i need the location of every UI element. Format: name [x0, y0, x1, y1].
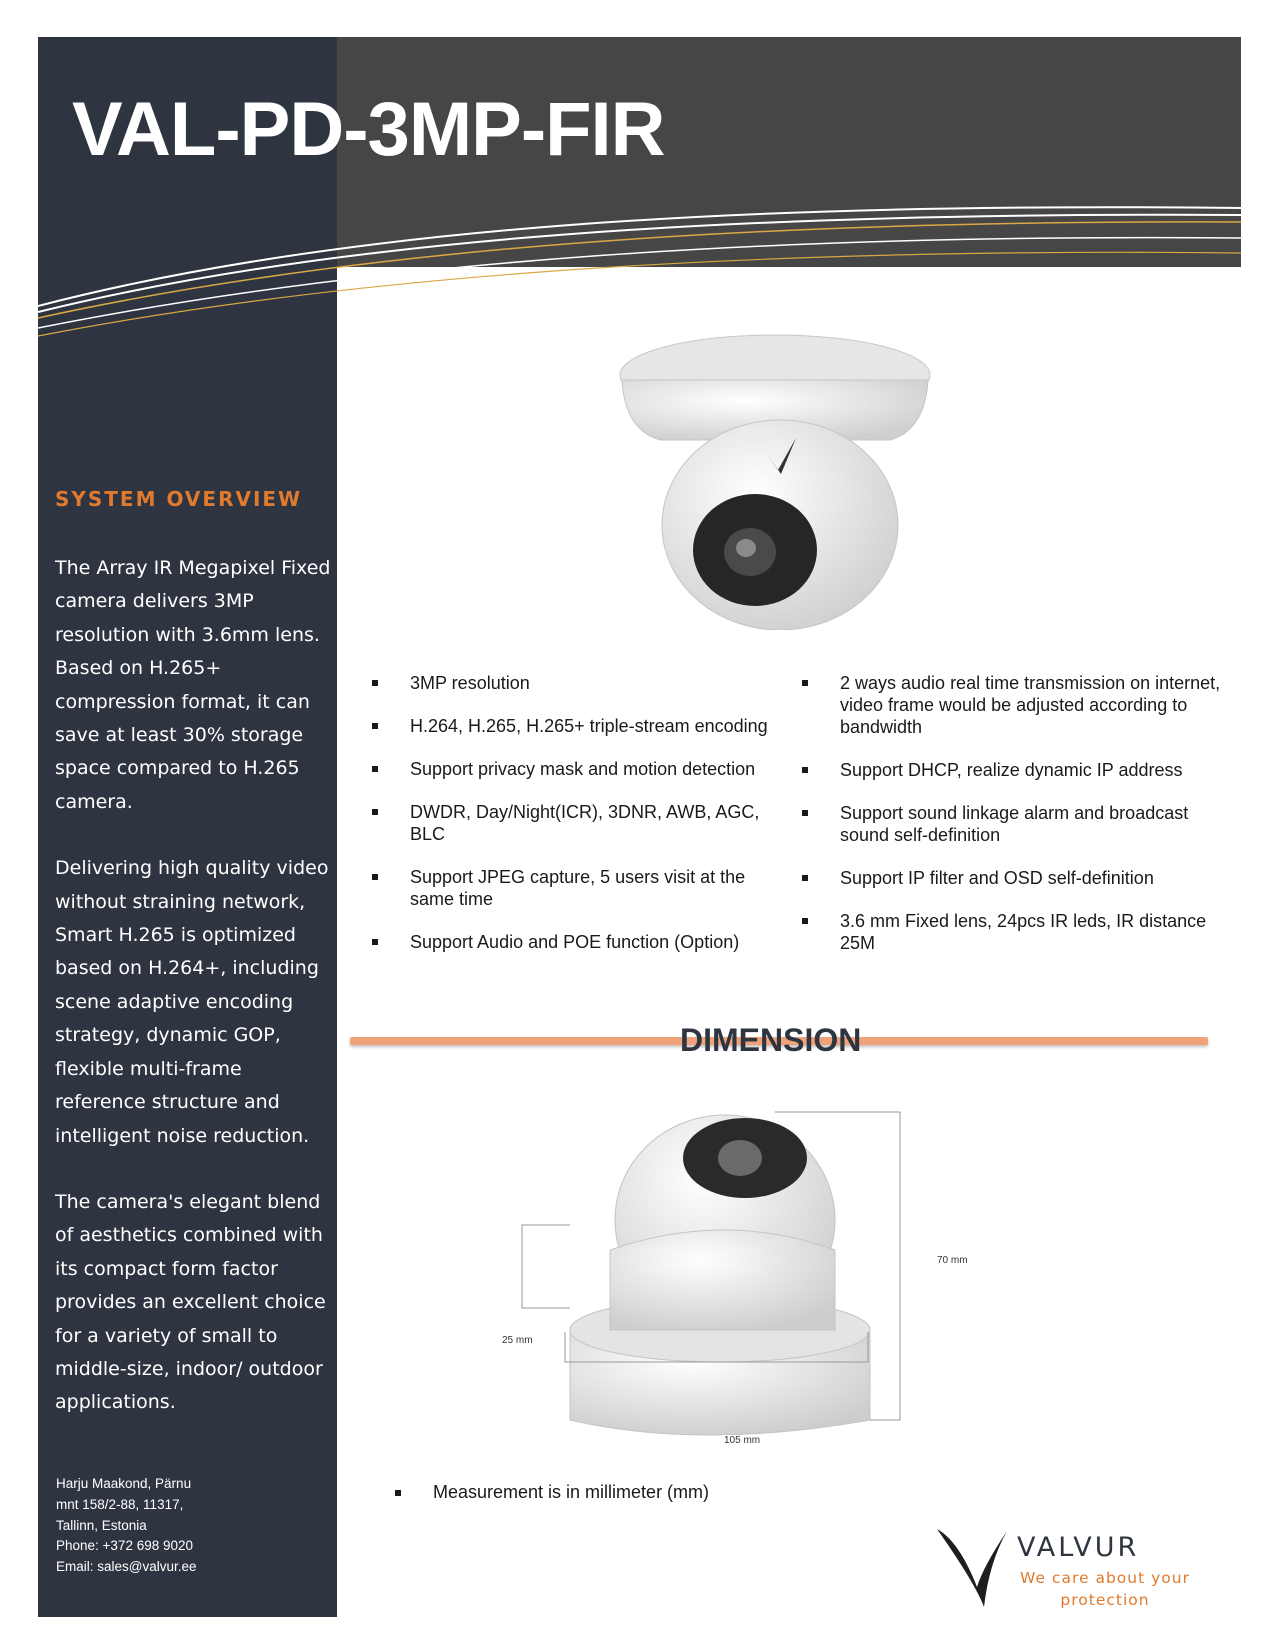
feature-item	[802, 910, 1222, 954]
feature-text: H.264, H.265, H.265+ triple-stream encoding	[410, 716, 768, 736]
width-dimension-label: 105 mm	[724, 1435, 761, 1446]
bullet-icon	[372, 809, 378, 815]
feature-item	[372, 672, 792, 694]
bullet-icon	[802, 875, 808, 881]
dimension-heading: DIMENSION	[680, 1022, 862, 1058]
feature-text: Support privacy mask and motion detection	[410, 759, 756, 779]
measurement-note	[395, 1482, 709, 1503]
feature-text: Support DHCP, realize dynamic IP address	[840, 760, 1183, 780]
phone-line: Phone: +372 698 9020	[56, 1538, 194, 1554]
address-line: Harju Maakond, Pärnu	[56, 1476, 192, 1491]
bullet-icon	[802, 810, 808, 816]
overview-paragraph: The Array IR Megapixel Fixed camera delivers 3MP resolution with 3.6mm lens. Based on H.265+ compression format, it can save at least 30% storage space compared to H.265 camera.	[55, 557, 331, 813]
bullet-icon	[395, 1490, 401, 1496]
address-line: Tallinn, Estonia	[56, 1517, 147, 1533]
feature-item	[802, 759, 1222, 781]
dimension-drawing	[500, 1100, 1020, 1450]
measurement-note-list	[395, 1482, 709, 1503]
email-line: Email: sales@valvur.ee	[56, 1559, 197, 1575]
brand-tagline	[1010, 1567, 1200, 1611]
system-overview-heading: SYSTEM OVERVIEW	[55, 487, 303, 511]
overview-paragraph: Delivering high quality video without straining network, Smart H.265 is optimized based on H.264+, including scene adaptive encoding strategy, dynamic GOP, flexible multi-frame reference structure and intelligent noise reduction.	[55, 857, 329, 1147]
bullet-icon	[372, 680, 378, 686]
feature-text: 3MP resolution	[410, 673, 530, 693]
feature-text: 2 ways audio real time transmission on internet, video frame would be adjusted according to bandwidth	[840, 673, 1221, 737]
bullet-icon	[372, 766, 378, 772]
bullet-icon	[802, 767, 808, 773]
feature-text: DWDR, Day/Night(ICR), 3DNR, AWB, AGC, BLC	[410, 802, 760, 844]
feature-list-left	[372, 672, 792, 974]
feature-text: Support JPEG capture, 5 users visit at the same time	[410, 867, 746, 909]
bullet-icon	[802, 680, 808, 686]
valvur-bird-logo-icon	[937, 1527, 1011, 1609]
feature-item	[372, 758, 792, 780]
bullet-icon	[372, 723, 378, 729]
base-dimension-label: 25 mm	[502, 1335, 533, 1346]
feature-item	[372, 866, 792, 910]
feature-item	[802, 867, 1222, 889]
product-title: VAL-PD-3MP-FIR	[72, 87, 665, 172]
bullet-icon	[802, 918, 808, 924]
bullet-icon	[372, 939, 378, 945]
feature-item	[802, 672, 1222, 738]
bullet-icon	[372, 874, 378, 880]
feature-item	[372, 931, 792, 953]
tagline-line: We care about your	[1020, 1569, 1190, 1587]
height-dimension-label: 70 mm	[937, 1255, 968, 1266]
feature-text: Support sound linkage alarm and broadcast sound self-definition	[840, 803, 1189, 845]
overview-paragraph: The camera's elegant blend of aesthetics combined with its compact form factor provides an excellent choice for a variety of small to middle-size, indoor/ outdoor applications.	[55, 1190, 326, 1414]
feature-item	[802, 802, 1222, 846]
feature-item	[372, 715, 792, 737]
address-line: mnt 158/2-88, 11317,	[56, 1496, 184, 1512]
brand-name: VALVUR	[1017, 1532, 1140, 1563]
contact-address	[56, 1474, 316, 1578]
feature-item	[372, 801, 792, 845]
feature-text: 3.6 mm Fixed lens, 24pcs IR leds, IR distance 25M	[840, 911, 1207, 953]
system-overview-text	[55, 552, 335, 1453]
feature-list-right	[802, 672, 1222, 975]
measurement-note-text: Measurement is in millimeter (mm)	[433, 1482, 710, 1502]
dome-camera-image	[600, 320, 945, 630]
tagline-line: protection	[1060, 1591, 1150, 1609]
feature-text: Support Audio and POE function (Option)	[410, 932, 740, 952]
feature-text: Support IP filter and OSD self-definition	[840, 868, 1154, 888]
